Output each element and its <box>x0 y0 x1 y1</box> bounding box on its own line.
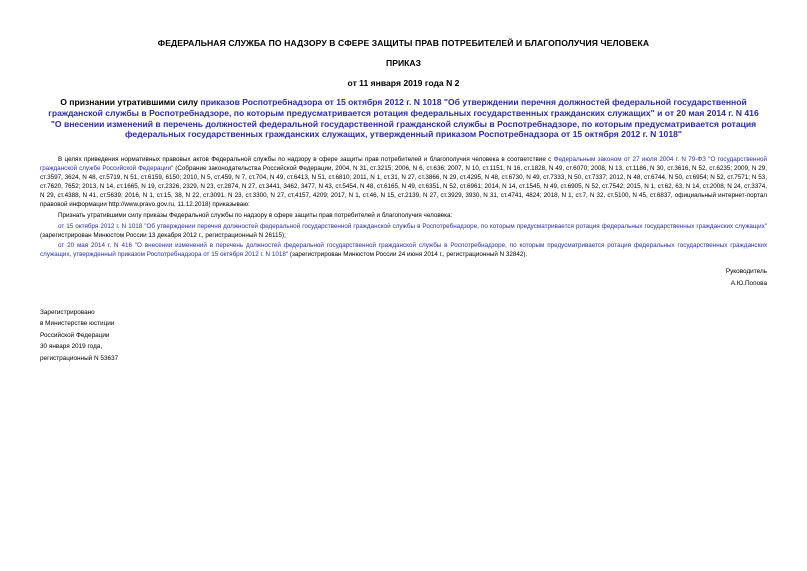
decision-paragraph: Признать утратившими силу приказы Федеральной службы по надзору в сфере защиты прав потребителей и благополучия человека: <box>58 212 453 220</box>
repealed-item-2 <box>40 241 767 259</box>
repealed-item-2-registration: (зарегистрирован Минюстом России 24 июня 2014 г., регистрационный N 32842). <box>288 251 528 259</box>
signature-title: Руководитель <box>725 268 767 275</box>
registration-line: Российской Федерации <box>40 331 110 339</box>
repealed-order-416-link[interactable]: от 20 мая 2014 г. N 416 "О внесении изменений в перечень должностей федеральной государственной гражданской службы в Роспотребнадзоре, по которым предусматривается ротация федеральных государственных гражданских служащих, утвержденный приказом Роспотребнадзора от 15 октября 2012 г. N 1018" <box>40 242 767 259</box>
preamble-text-start: В целях приведения нормативных правовых актов Федеральной службы по надзору в сфере защиты прав потребителей и благополучия человека в соответствие с <box>58 156 554 163</box>
preamble-paragraph <box>40 155 767 210</box>
subject-link[interactable]: приказов Роспотребнадзора от 15 октября 2012 г. N 1018 "Об утверждении перечня должностей федеральной государственной гражданской службы в Роспотребнадзоре, по которым предусматривается ротация федеральных государственных гражданских служащих" и от 20 мая 2014 г. N 416 "О внесении изменений в перечень должностей федеральной государственной гражданской службы в Роспотребнадзоре, по которым предусматривается ротация федеральных государственных гражданских служащих, утвержденный приказом Роспотребнадзора от 15 октября 2012 г. N 1018" <box>48 97 759 140</box>
repealed-order-1018-link[interactable]: от 15 октября 2012 г. N 1018 "Об утверждении перечня должностей федеральной государственной гражданской службы в Роспотребнадзоре, по которым предусматривается ротация федеральных государственных гражданских служащих" <box>58 222 767 230</box>
federal-law-link[interactable]: Федеральным законом от 27 июля 2004 г. N 79-ФЗ "О государственной гражданской службе Российской Федерации" <box>40 156 767 173</box>
agency-heading: ФЕДЕРАЛЬНАЯ СЛУЖБА ПО НАДЗОРУ В СФЕРЕ ЗАЩИТЫ ПРАВ ПОТРЕБИТЕЛЕЙ И БЛАГОПОЛУЧИЯ ЧЕЛОВЕКА <box>157 38 650 48</box>
registration-line: Зарегистрировано <box>40 309 95 316</box>
order-subject <box>48 97 759 140</box>
registration-block <box>40 307 118 364</box>
repealed-item-1-registration: (зарегистрирован Минюстом России 13 декабря 2012 г., регистрационный N 26115); <box>40 231 286 239</box>
order-date: от 11 января 2019 года N 2 <box>347 78 460 88</box>
order-body <box>40 155 767 260</box>
registration-line: регистрационный N 53637 <box>40 354 119 362</box>
repealed-item-1 <box>40 222 767 240</box>
registration-line: в Министерстве юстиции <box>40 320 115 328</box>
signature-name: А.Ю.Попова <box>730 280 767 287</box>
preamble-text-end: (Собрание законодательства Российской Федерации, 2004, N 31, ст.3215; 2006, N 6, ст.636; 2007, N 10, ст.1151, N 16, ст.1828, N 49, ст.6070; 2008, N 13, ст.1186, N 30, ст.3616, N 52, ст.6235; 2009, N 29, ст.3597, 3624, N 48, ст.5719, N 51, ст.6159, 6150; 2010, N 5, ст.459, N 7, ст.704, N 49, ст.6413, N 51, ст.6810; 2011, N 1, ст.31, N 27, ст.3866, N 29, ст.4295, N 48, ст.6730, N 49, ст.7333, N 50, ст.7337; 2012, N 48, ст.6744, N 50, ст.6954; N 52, ст.7571; N 53, ст.7620, 7652; 2013, N 14, ст.1665, N 19, ст.2326, 2329, N 23, ст.2874, N 27, ст.3441, 3462, 3477, N 43, ст.5454, N 48, ст.6165, N 49, ст.6351, N 52, ст.6961; 2014, N 14, ст.1545, N 49, ст.6905, N 52, ст.7542; 2015, N 1, ст.62, 63, N 14, ст.2008, N 24, ст.3374, N 29, ст.4388, N 41, ст.5639; 2016, N 1, ст.15, 38, N 22, ст.3091, N 23, ст.3300, N 27, ст.4157, 4209; 2017, N 1, ст.46, N 15, ст.2139, N 27, ст.3929, 3930, N 31, ст.4741, 4824; 2018, N 1, ст.7, N 32, ст.5100, N 45, ст.6837, официальный интернет-портал правовой информации http://www.pravo.gov.ru, 11.12.2018) приказываю: <box>40 165 767 209</box>
order-title: ПРИКАЗ <box>386 58 421 68</box>
subject-prefix: О признании утратившими силу <box>60 97 201 107</box>
registration-line: 30 января 2019 года, <box>40 343 103 351</box>
